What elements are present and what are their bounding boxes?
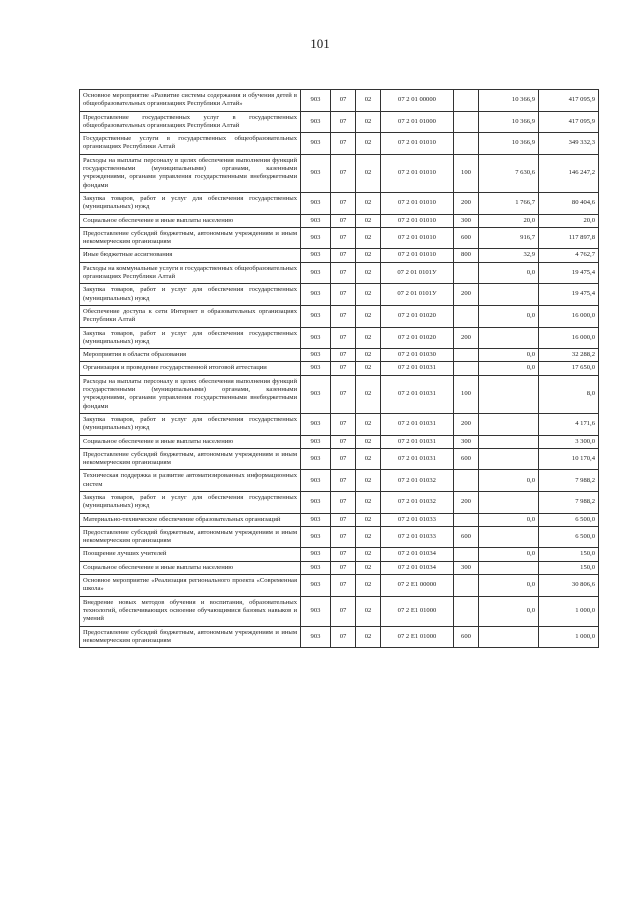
table-row xyxy=(80,154,599,192)
cell-section: 07 xyxy=(331,413,356,435)
cell-amount-2: 417 095,9 xyxy=(539,111,599,133)
cell-grbs: 903 xyxy=(301,596,331,626)
table-row xyxy=(80,349,599,362)
cell-subsection: 02 xyxy=(356,284,381,306)
cell-target-article: 07 2 01 01030 xyxy=(381,349,454,362)
table-row xyxy=(80,227,599,249)
cell-amount-1: 0,0 xyxy=(479,262,539,284)
cell-grbs: 903 xyxy=(301,111,331,133)
cell-section: 07 xyxy=(331,362,356,375)
cell-amount-2: 150,0 xyxy=(539,548,599,561)
cell-grbs: 903 xyxy=(301,227,331,249)
cell-expense-type xyxy=(454,513,479,526)
cell-expense-type: 200 xyxy=(454,327,479,349)
cell-expense-type: 200 xyxy=(454,413,479,435)
cell-target-article: 07 2 01 01031 xyxy=(381,375,454,413)
cell-amount-1 xyxy=(479,626,539,648)
cell-grbs: 903 xyxy=(301,626,331,648)
table-row xyxy=(80,262,599,284)
row-name: Мероприятия в области образования xyxy=(80,349,301,362)
row-name: Внедрение новых методов обучения и воспитания, образовательных технологий, обеспечивающих освоение обучающимися базовых навыков и умений xyxy=(80,596,301,626)
cell-section: 07 xyxy=(331,327,356,349)
cell-amount-2: 417 095,9 xyxy=(539,90,599,112)
cell-target-article: 07 2 01 01033 xyxy=(381,513,454,526)
cell-section: 07 xyxy=(331,154,356,192)
cell-amount-1 xyxy=(479,448,539,470)
table-row xyxy=(80,111,599,133)
cell-expense-type: 600 xyxy=(454,626,479,648)
cell-grbs: 903 xyxy=(301,90,331,112)
cell-expense-type: 600 xyxy=(454,227,479,249)
cell-grbs: 903 xyxy=(301,249,331,262)
cell-expense-type xyxy=(454,90,479,112)
cell-expense-type xyxy=(454,362,479,375)
cell-target-article: 07 2 01 01031 xyxy=(381,362,454,375)
budget-table xyxy=(79,89,599,648)
cell-expense-type: 200 xyxy=(454,491,479,513)
table-row xyxy=(80,249,599,262)
cell-grbs: 903 xyxy=(301,548,331,561)
row-name: Предоставление субсидий бюджетным, автономным учреждениям и иным некоммерческим организациям xyxy=(80,227,301,249)
row-name: Предоставление государственных услуг в государственных общеобразовательных организациях Республики Алтай xyxy=(80,111,301,133)
cell-subsection: 02 xyxy=(356,305,381,327)
row-name: Основное мероприятие «Развитие системы содержания и обучения детей в общеобразовательных организациях Республики Алтай» xyxy=(80,90,301,112)
row-name: Иные бюджетные ассигнования xyxy=(80,249,301,262)
cell-target-article: 07 2 01 01010 xyxy=(381,154,454,192)
cell-target-article: 07 2 01 01020 xyxy=(381,327,454,349)
cell-amount-2: 16 000,0 xyxy=(539,305,599,327)
row-name: Социальное обеспечение и иные выплаты населению xyxy=(80,214,301,227)
cell-amount-1 xyxy=(479,435,539,448)
cell-amount-2: 32 288,2 xyxy=(539,349,599,362)
cell-expense-type: 200 xyxy=(454,284,479,306)
row-name: Расходы на выплаты персоналу в целях обеспечения выполнения функций государственными (муниципальными) органами, казенными учреждениями, органами управления государственными внебюджетными фондами xyxy=(80,154,301,192)
cell-grbs: 903 xyxy=(301,192,331,214)
table-row xyxy=(80,375,599,413)
cell-amount-1: 0,0 xyxy=(479,362,539,375)
cell-target-article: 07 2 E1 01000 xyxy=(381,626,454,648)
table-row xyxy=(80,561,599,574)
row-name: Закупка товаров, работ и услуг для обеспечения государственных (муниципальных) нужд xyxy=(80,491,301,513)
row-name: Поощрение лучших учителей xyxy=(80,548,301,561)
cell-subsection: 02 xyxy=(356,227,381,249)
cell-subsection: 02 xyxy=(356,375,381,413)
cell-subsection: 02 xyxy=(356,561,381,574)
cell-amount-1: 32,9 xyxy=(479,249,539,262)
row-name: Предоставление субсидий бюджетным, автономным учреждениям и иным некоммерческим организациям xyxy=(80,626,301,648)
cell-target-article: 07 2 01 01000 xyxy=(381,111,454,133)
cell-subsection: 02 xyxy=(356,349,381,362)
cell-amount-2: 3 300,0 xyxy=(539,435,599,448)
cell-target-article: 07 2 01 01034 xyxy=(381,561,454,574)
table-row xyxy=(80,413,599,435)
cell-subsection: 02 xyxy=(356,575,381,597)
cell-subsection: 02 xyxy=(356,154,381,192)
row-name: Расходы на коммунальные услуги в государственных общеобразовательных организациях Республики Алтай xyxy=(80,262,301,284)
cell-amount-1: 10 366,9 xyxy=(479,90,539,112)
cell-amount-2: 1 000,0 xyxy=(539,596,599,626)
cell-amount-2: 19 475,4 xyxy=(539,262,599,284)
table-row xyxy=(80,626,599,648)
table-row xyxy=(80,548,599,561)
cell-amount-2: 146 247,2 xyxy=(539,154,599,192)
cell-target-article: 07 2 01 01032 xyxy=(381,470,454,492)
cell-amount-2: 30 806,6 xyxy=(539,575,599,597)
cell-section: 07 xyxy=(331,305,356,327)
cell-grbs: 903 xyxy=(301,305,331,327)
cell-section: 07 xyxy=(331,214,356,227)
cell-amount-1: 0,0 xyxy=(479,548,539,561)
cell-amount-2: 8,0 xyxy=(539,375,599,413)
cell-section: 07 xyxy=(331,111,356,133)
table-row xyxy=(80,90,599,112)
cell-amount-2: 150,0 xyxy=(539,561,599,574)
cell-amount-1 xyxy=(479,491,539,513)
cell-subsection: 02 xyxy=(356,470,381,492)
cell-target-article: 07 2 01 01010 xyxy=(381,192,454,214)
cell-target-article: 07 2 01 01010 xyxy=(381,214,454,227)
cell-amount-1: 0,0 xyxy=(479,349,539,362)
cell-subsection: 02 xyxy=(356,262,381,284)
cell-target-article: 07 2 01 01010 xyxy=(381,227,454,249)
cell-amount-2: 6 500,0 xyxy=(539,513,599,526)
cell-amount-2: 7 988,2 xyxy=(539,470,599,492)
cell-amount-1 xyxy=(479,327,539,349)
cell-amount-1: 0,0 xyxy=(479,596,539,626)
cell-amount-2: 17 650,0 xyxy=(539,362,599,375)
table-row xyxy=(80,133,599,155)
cell-section: 07 xyxy=(331,284,356,306)
cell-expense-type: 800 xyxy=(454,249,479,262)
cell-target-article: 07 2 01 01031 xyxy=(381,448,454,470)
table-row xyxy=(80,526,599,548)
cell-target-article: 07 2 01 0101У xyxy=(381,262,454,284)
cell-amount-2: 1 000,0 xyxy=(539,626,599,648)
cell-section: 07 xyxy=(331,626,356,648)
cell-grbs: 903 xyxy=(301,362,331,375)
cell-subsection: 02 xyxy=(356,626,381,648)
row-name: Расходы на выплаты персоналу в целях обеспечения выполнения функций государственными (муниципальными) органами, казенными учреждениями, органами управления государственными внебюджетными фондами xyxy=(80,375,301,413)
cell-amount-1: 10 366,9 xyxy=(479,133,539,155)
cell-target-article: 07 2 01 01020 xyxy=(381,305,454,327)
cell-amount-1: 0,0 xyxy=(479,470,539,492)
cell-expense-type xyxy=(454,111,479,133)
row-name: Закупка товаров, работ и услуг для обеспечения государственных (муниципальных) нужд xyxy=(80,413,301,435)
cell-target-article: 07 2 01 01031 xyxy=(381,435,454,448)
cell-subsection: 02 xyxy=(356,90,381,112)
cell-grbs: 903 xyxy=(301,470,331,492)
cell-subsection: 02 xyxy=(356,413,381,435)
cell-amount-1: 1 766,7 xyxy=(479,192,539,214)
cell-subsection: 02 xyxy=(356,448,381,470)
cell-subsection: 02 xyxy=(356,491,381,513)
cell-target-article: 07 2 01 01032 xyxy=(381,491,454,513)
cell-amount-1 xyxy=(479,375,539,413)
cell-expense-type: 300 xyxy=(454,435,479,448)
cell-section: 07 xyxy=(331,375,356,413)
cell-subsection: 02 xyxy=(356,513,381,526)
page-number: 101 xyxy=(310,36,330,51)
cell-section: 07 xyxy=(331,448,356,470)
cell-section: 07 xyxy=(331,548,356,561)
cell-amount-1: 0,0 xyxy=(479,575,539,597)
cell-amount-2: 349 332,3 xyxy=(539,133,599,155)
cell-grbs: 903 xyxy=(301,375,331,413)
cell-section: 07 xyxy=(331,349,356,362)
cell-section: 07 xyxy=(331,90,356,112)
table-row xyxy=(80,362,599,375)
cell-target-article: 07 2 01 01010 xyxy=(381,249,454,262)
row-name: Предоставление субсидий бюджетным, автономным учреждениям и иным некоммерческим организациям xyxy=(80,526,301,548)
table-row xyxy=(80,470,599,492)
cell-section: 07 xyxy=(331,596,356,626)
cell-expense-type: 100 xyxy=(454,154,479,192)
table-row xyxy=(80,192,599,214)
cell-target-article: 07 2 01 00000 xyxy=(381,90,454,112)
cell-grbs: 903 xyxy=(301,491,331,513)
cell-subsection: 02 xyxy=(356,526,381,548)
cell-expense-type: 300 xyxy=(454,561,479,574)
cell-amount-2: 20,0 xyxy=(539,214,599,227)
row-name: Организация и проведение государственной итоговой аттестации xyxy=(80,362,301,375)
cell-subsection: 02 xyxy=(356,214,381,227)
cell-expense-type xyxy=(454,349,479,362)
cell-expense-type xyxy=(454,596,479,626)
table-row xyxy=(80,596,599,626)
row-name: Закупка товаров, работ и услуг для обеспечения государственных (муниципальных) нужд xyxy=(80,327,301,349)
cell-subsection: 02 xyxy=(356,249,381,262)
cell-grbs: 903 xyxy=(301,526,331,548)
cell-subsection: 02 xyxy=(356,111,381,133)
cell-section: 07 xyxy=(331,192,356,214)
cell-grbs: 903 xyxy=(301,448,331,470)
cell-target-article: 07 2 01 01033 xyxy=(381,526,454,548)
table-row xyxy=(80,435,599,448)
cell-amount-1: 0,0 xyxy=(479,305,539,327)
cell-grbs: 903 xyxy=(301,575,331,597)
cell-amount-1: 10 366,9 xyxy=(479,111,539,133)
cell-expense-type: 200 xyxy=(454,192,479,214)
cell-amount-2: 4 762,7 xyxy=(539,249,599,262)
cell-amount-2: 7 988,2 xyxy=(539,491,599,513)
row-name: Предоставление субсидий бюджетным, автономным учреждениям и иным некоммерческим организациям xyxy=(80,448,301,470)
cell-section: 07 xyxy=(331,262,356,284)
cell-expense-type xyxy=(454,262,479,284)
cell-expense-type: 100 xyxy=(454,375,479,413)
table-row xyxy=(80,513,599,526)
cell-grbs: 903 xyxy=(301,513,331,526)
cell-expense-type xyxy=(454,133,479,155)
cell-subsection: 02 xyxy=(356,362,381,375)
row-name: Техническая поддержка и развитие автоматизированных информационных систем xyxy=(80,470,301,492)
cell-target-article: 07 2 01 01034 xyxy=(381,548,454,561)
cell-expense-type xyxy=(454,470,479,492)
table-row xyxy=(80,305,599,327)
table-row xyxy=(80,214,599,227)
row-name: Закупка товаров, работ и услуг для обеспечения государственных (муниципальных) нужд xyxy=(80,192,301,214)
cell-expense-type: 600 xyxy=(454,526,479,548)
row-name: Социальное обеспечение и иные выплаты населению xyxy=(80,561,301,574)
cell-section: 07 xyxy=(331,435,356,448)
cell-amount-2: 4 171,6 xyxy=(539,413,599,435)
row-name: Закупка товаров, работ и услуг для обеспечения государственных (муниципальных) нужд xyxy=(80,284,301,306)
cell-subsection: 02 xyxy=(356,192,381,214)
row-name: Социальное обеспечение и иные выплаты населению xyxy=(80,435,301,448)
cell-amount-2: 6 500,0 xyxy=(539,526,599,548)
cell-section: 07 xyxy=(331,575,356,597)
row-name: Основное мероприятие «Реализация регионального проекта «Современная школа» xyxy=(80,575,301,597)
table-body xyxy=(80,90,599,648)
cell-section: 07 xyxy=(331,470,356,492)
cell-section: 07 xyxy=(331,249,356,262)
cell-subsection: 02 xyxy=(356,435,381,448)
cell-expense-type xyxy=(454,575,479,597)
cell-amount-1: 20,0 xyxy=(479,214,539,227)
table-row xyxy=(80,491,599,513)
cell-grbs: 903 xyxy=(301,284,331,306)
cell-amount-2: 16 000,0 xyxy=(539,327,599,349)
cell-grbs: 903 xyxy=(301,561,331,574)
cell-expense-type: 600 xyxy=(454,448,479,470)
cell-section: 07 xyxy=(331,491,356,513)
cell-amount-1 xyxy=(479,284,539,306)
cell-amount-2: 19 475,4 xyxy=(539,284,599,306)
row-name: Государственные услуги в государственных общеобразовательных организациях Республики Алтай xyxy=(80,133,301,155)
cell-grbs: 903 xyxy=(301,327,331,349)
cell-target-article: 07 2 E1 01000 xyxy=(381,596,454,626)
cell-section: 07 xyxy=(331,561,356,574)
row-name: Материально-техническое обеспечение образовательных организаций xyxy=(80,513,301,526)
cell-expense-type: 300 xyxy=(454,214,479,227)
cell-amount-2: 80 404,6 xyxy=(539,192,599,214)
cell-subsection: 02 xyxy=(356,548,381,561)
cell-amount-2: 117 897,8 xyxy=(539,227,599,249)
cell-target-article: 07 2 E1 00000 xyxy=(381,575,454,597)
table-row xyxy=(80,327,599,349)
cell-subsection: 02 xyxy=(356,133,381,155)
cell-expense-type xyxy=(454,305,479,327)
cell-expense-type xyxy=(454,548,479,561)
cell-target-article: 07 2 01 01031 xyxy=(381,413,454,435)
cell-grbs: 903 xyxy=(301,413,331,435)
cell-subsection: 02 xyxy=(356,327,381,349)
cell-grbs: 903 xyxy=(301,154,331,192)
cell-amount-1: 7 630,6 xyxy=(479,154,539,192)
cell-target-article: 07 2 01 01010 xyxy=(381,133,454,155)
cell-subsection: 02 xyxy=(356,596,381,626)
cell-grbs: 903 xyxy=(301,133,331,155)
cell-grbs: 903 xyxy=(301,435,331,448)
cell-target-article: 07 2 01 0101У xyxy=(381,284,454,306)
cell-amount-2: 10 170,4 xyxy=(539,448,599,470)
table-row xyxy=(80,575,599,597)
cell-grbs: 903 xyxy=(301,214,331,227)
cell-amount-1: 0,0 xyxy=(479,513,539,526)
cell-amount-1: 916,7 xyxy=(479,227,539,249)
cell-amount-1 xyxy=(479,526,539,548)
cell-amount-1 xyxy=(479,413,539,435)
cell-section: 07 xyxy=(331,133,356,155)
cell-grbs: 903 xyxy=(301,349,331,362)
row-name: Обеспечение доступа к сети Интернет в образовательных организациях Республики Алтай xyxy=(80,305,301,327)
cell-grbs: 903 xyxy=(301,262,331,284)
cell-section: 07 xyxy=(331,526,356,548)
table-row xyxy=(80,448,599,470)
cell-amount-1 xyxy=(479,561,539,574)
cell-section: 07 xyxy=(331,227,356,249)
cell-section: 07 xyxy=(331,513,356,526)
table-row xyxy=(80,284,599,306)
